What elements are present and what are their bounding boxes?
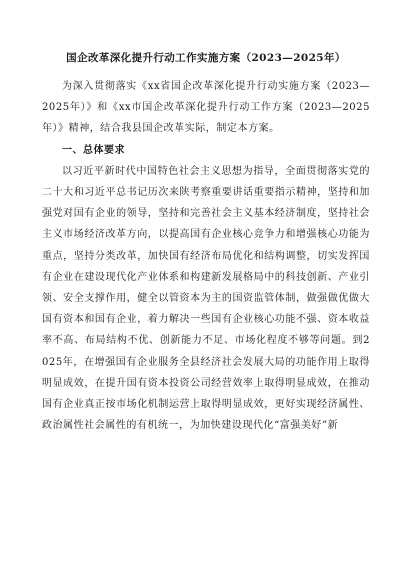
intro-paragraph: 为深入贯彻落实《xx省国企改革深化提升行动实施方案（2023—2025年）》和《xx市国企改革深化提升行动工作方案（2023—2025年）》精神，结合我县国企改革实际，制定本方案。 (42, 81, 370, 135)
section-heading-general-requirements: 一、总体要求 (62, 144, 125, 156)
document-title: 国企改革深化提升行动工作实施方案（2023—2025年） (66, 52, 346, 64)
section-body-general-requirements: 以习近平新时代中国特色社会主义思想为指导，全面贯彻落实党的二十大和习近平总书记历次来陕考察重要讲话重要指示精神，坚持和加强党对国有企业的领导，坚持和完善社会主义基本经济制度，坚持社会主义市场经济改革方向，以提高国有企业核心竞争力和增强核心功能为重点，坚持分类改革，加快国有经济布局优化和结构调整，切实发挥国有企业在建设现代化产业体系和构建新发展格局中的科技创新、产业引领、安全支撑作用，健全以管资本为主的国资监管体制，做强做优做大国有资本和国有企业，着力解决一些国有企业核心功能不强、资本收益率不高、布局结构不优、创新能力不足、市场化程度不够等问题。到2025年，在增强国有企业服务全县经济社会发展大局的功能作用上取得明显成效，在提升国有资本投资公司经营效率上取得明显成效，在推动国有企业真正按市场化机制运营上取得明显成效，更好实现经济属性、政治属性社会属性的有机统一，为加快建设现代化“富强美好”新 (42, 165, 370, 432)
